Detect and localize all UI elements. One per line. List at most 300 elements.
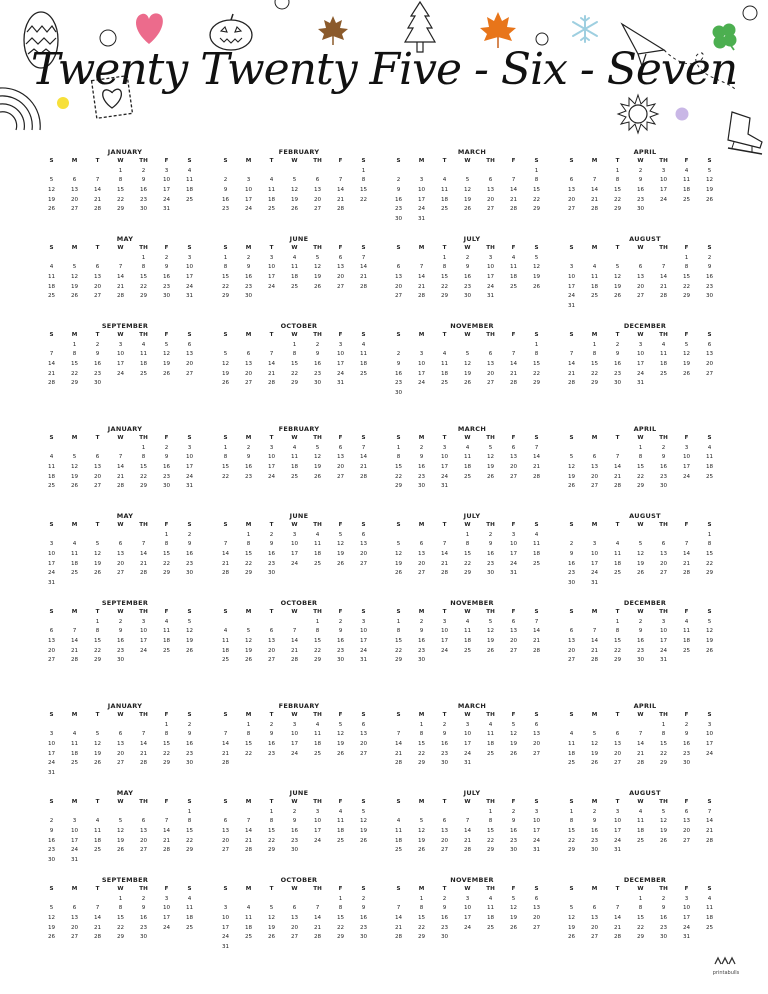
day-cell: 2: [419, 444, 424, 451]
month-name: MAY: [116, 789, 134, 797]
day-cell: 14: [116, 274, 125, 281]
weekday-header: S: [534, 332, 539, 338]
day-cell: 29: [116, 206, 125, 213]
month-name: SEPTEMBER: [101, 599, 149, 607]
weekday-header: TH: [313, 609, 322, 615]
weekday-header: TH: [486, 522, 495, 528]
weekday-header: T: [95, 245, 100, 251]
day-cell: 2: [396, 351, 401, 358]
day-cell: 28: [139, 570, 148, 577]
day-cell: 23: [290, 837, 299, 844]
day-cell: [629, 254, 652, 264]
month-grid: [40, 331, 210, 389]
day-cell: 5: [95, 731, 100, 738]
day-cell: 1: [419, 721, 424, 728]
day-cell: 19: [590, 750, 599, 757]
weekday-header: F: [684, 799, 689, 805]
day-cell: 17: [313, 828, 322, 835]
weekday-header: M: [418, 435, 425, 441]
day-cell: [387, 808, 410, 818]
day-cell: 23: [336, 647, 345, 654]
weekday-header: S: [187, 799, 192, 805]
day-cell: 16: [116, 638, 125, 645]
month-grid: [560, 331, 730, 389]
weekday-header: TH: [659, 712, 668, 718]
day-cell: [132, 769, 155, 779]
day-cell: [86, 531, 109, 541]
day-cell: 29: [532, 380, 541, 387]
day-cell: 26: [682, 370, 691, 377]
month-name: DECEMBER: [623, 876, 667, 884]
day-cell: 16: [139, 915, 148, 922]
month-calendar: [40, 425, 210, 492]
day-cell: 12: [313, 264, 322, 271]
day-cell: [237, 895, 260, 905]
weekday-header: T: [95, 609, 100, 615]
day-cell: [329, 292, 352, 302]
day-cell: 3: [315, 808, 320, 815]
day-cell: 17: [185, 464, 194, 471]
day-cell: 12: [267, 915, 276, 922]
weekday-header: F: [164, 158, 169, 164]
day-cell: 25: [221, 657, 230, 664]
day-cell: 30: [636, 657, 645, 664]
day-cell: 19: [682, 361, 691, 368]
day-cell: [132, 379, 155, 389]
day-cell: 6: [361, 721, 366, 728]
weekday-header: S: [223, 332, 228, 338]
month-name: JANUARY: [107, 425, 143, 433]
day-cell: 13: [359, 541, 368, 548]
day-cell: 13: [532, 731, 541, 738]
day-cell: 26: [47, 934, 56, 941]
day-cell: 24: [70, 847, 79, 854]
day-cell: 11: [659, 351, 668, 358]
day-cell: 25: [162, 647, 171, 654]
day-cell: 17: [682, 915, 691, 922]
weekday-header: M: [418, 158, 425, 164]
day-cell: [410, 167, 433, 177]
weekday-header: W: [117, 435, 124, 441]
day-cell: 21: [532, 638, 541, 645]
weekday-header: T: [615, 712, 620, 718]
day-cell: 1: [223, 444, 228, 451]
weekday-header: T: [95, 435, 100, 441]
day-cell: 30: [139, 206, 148, 213]
day-cell: 7: [707, 808, 712, 815]
day-cell: 23: [440, 750, 449, 757]
day-cell: 21: [93, 196, 102, 203]
day-cell: 17: [290, 741, 299, 748]
day-cell: 22: [590, 370, 599, 377]
day-cell: 15: [417, 915, 426, 922]
day-cell: [86, 444, 109, 454]
day-cell: 8: [592, 351, 597, 358]
day-cell: 25: [509, 283, 518, 290]
day-cell: [698, 579, 721, 589]
day-cell: 9: [223, 187, 228, 194]
month-grid: [214, 798, 384, 856]
day-cell: 23: [139, 196, 148, 203]
day-cell: 21: [394, 924, 403, 931]
day-cell: 26: [70, 483, 79, 490]
day-cell: 28: [567, 380, 576, 387]
month-grid: [40, 798, 210, 866]
weekday-header: M: [245, 435, 252, 441]
day-cell: 26: [532, 283, 541, 290]
day-cell: [352, 846, 375, 856]
weekday-header: T: [615, 522, 620, 528]
day-cell: [698, 482, 721, 492]
day-cell: [583, 618, 606, 628]
day-cell: 15: [636, 464, 645, 471]
weekday-header: T: [269, 332, 274, 338]
weekday-header: W: [291, 158, 298, 164]
day-cell: 17: [705, 741, 714, 748]
day-cell: 4: [72, 731, 77, 738]
weekday-header: T: [442, 435, 447, 441]
month-name: NOVEMBER: [450, 876, 494, 884]
weekday-header: W: [291, 712, 298, 718]
month-grid: [40, 608, 210, 666]
month-name: APRIL: [633, 148, 657, 156]
day-cell: [606, 895, 629, 905]
day-cell: 13: [336, 264, 345, 271]
day-cell: 27: [336, 283, 345, 290]
day-cell: [63, 579, 86, 589]
month-name: JULY: [463, 512, 481, 520]
day-cell: 26: [417, 847, 426, 854]
day-cell: 24: [486, 283, 495, 290]
day-cell: 4: [707, 895, 712, 902]
day-cell: 2: [118, 618, 123, 625]
day-cell: 14: [70, 638, 79, 645]
day-cell: 29: [313, 657, 322, 664]
month-grid: [214, 244, 384, 302]
weekday-header: S: [187, 158, 192, 164]
day-cell: 8: [661, 731, 666, 738]
month-calendar: [214, 322, 384, 389]
day-cell: 9: [269, 731, 274, 738]
day-cell: 15: [162, 551, 171, 558]
day-cell: [283, 569, 306, 579]
weekday-header: S: [49, 435, 54, 441]
day-cell: 14: [116, 464, 125, 471]
weekday-header: M: [71, 712, 78, 718]
day-cell: 12: [659, 818, 668, 825]
day-cell: 6: [361, 531, 366, 538]
day-cell: [698, 933, 721, 943]
day-cell: 7: [164, 818, 169, 825]
day-cell: 27: [116, 760, 125, 767]
month-name: NOVEMBER: [450, 322, 494, 330]
day-cell: 18: [313, 551, 322, 558]
day-cell: 7: [442, 541, 447, 548]
weekday-header: M: [71, 799, 78, 805]
weekday-header: S: [49, 609, 54, 615]
day-cell: 5: [49, 905, 54, 912]
month-name: MARCH: [457, 148, 487, 156]
day-cell: 18: [162, 638, 171, 645]
day-cell: [606, 531, 629, 541]
day-cell: 27: [705, 370, 714, 377]
day-cell: 10: [440, 628, 449, 635]
day-cell: [410, 389, 433, 399]
day-cell: 16: [267, 551, 276, 558]
day-cell: [40, 341, 63, 351]
day-cell: 14: [139, 551, 148, 558]
day-cell: 8: [338, 905, 343, 912]
day-cell: 16: [185, 551, 194, 558]
month-grid: [387, 244, 557, 302]
weekday-header: TH: [139, 609, 148, 615]
day-cell: 19: [47, 196, 56, 203]
day-cell: 3: [661, 167, 666, 174]
day-cell: 8: [488, 818, 493, 825]
day-cell: 4: [95, 818, 100, 825]
weekday-header: S: [187, 245, 192, 251]
day-cell: 10: [47, 741, 56, 748]
day-cell: [63, 721, 86, 731]
day-cell: 21: [613, 924, 622, 931]
day-cell: [306, 759, 329, 769]
day-cell: [40, 444, 63, 454]
day-cell: 3: [511, 531, 516, 538]
circle-decoration: [741, 4, 759, 22]
day-cell: 20: [116, 750, 125, 757]
day-cell: 16: [440, 741, 449, 748]
day-cell: 6: [488, 351, 493, 358]
day-cell: 1: [187, 808, 192, 815]
weekday-header: W: [637, 245, 644, 251]
day-cell: 8: [141, 264, 146, 271]
day-cell: 15: [139, 464, 148, 471]
day-cell: 4: [442, 351, 447, 358]
day-cell: 22: [267, 837, 276, 844]
day-cell: 27: [440, 847, 449, 854]
day-cell: 1: [442, 254, 447, 261]
weekday-header: S: [707, 522, 712, 528]
weekday-header: W: [637, 522, 644, 528]
day-cell: 2: [246, 254, 251, 261]
day-cell: 7: [223, 731, 228, 738]
month-calendar: [214, 599, 384, 666]
day-cell: [63, 444, 86, 454]
day-cell: 5: [511, 895, 516, 902]
day-cell: 15: [659, 741, 668, 748]
day-cell: 18: [139, 361, 148, 368]
day-cell: [63, 531, 86, 541]
day-cell: 5: [534, 254, 539, 261]
day-cell: [155, 379, 178, 389]
day-cell: 28: [290, 657, 299, 664]
day-cell: 19: [659, 828, 668, 835]
day-cell: 21: [659, 283, 668, 290]
day-cell: 22: [532, 370, 541, 377]
day-cell: 20: [359, 741, 368, 748]
day-cell: 7: [361, 444, 366, 451]
weekday-header: M: [591, 158, 598, 164]
day-cell: 20: [417, 560, 426, 567]
day-cell: 26: [290, 206, 299, 213]
day-cell: 20: [486, 196, 495, 203]
day-cell: 12: [486, 628, 495, 635]
day-cell: 31: [162, 206, 171, 213]
day-cell: [283, 943, 306, 953]
weekday-header: T: [615, 435, 620, 441]
day-cell: 27: [532, 924, 541, 931]
day-cell: 20: [336, 464, 345, 471]
day-cell: 23: [244, 283, 253, 290]
day-cell: 11: [290, 264, 299, 271]
day-cell: 9: [442, 731, 447, 738]
day-cell: 23: [613, 370, 622, 377]
weekday-header: W: [291, 332, 298, 338]
month-calendar: [560, 235, 730, 312]
day-cell: [629, 846, 652, 856]
day-cell: 3: [141, 618, 146, 625]
day-cell: 10: [417, 187, 426, 194]
day-cell: 10: [463, 731, 472, 738]
day-cell: 9: [141, 905, 146, 912]
day-cell: 5: [315, 254, 320, 261]
day-cell: 26: [313, 283, 322, 290]
day-cell: 15: [116, 915, 125, 922]
day-cell: [86, 167, 109, 177]
day-cell: 22: [162, 750, 171, 757]
day-cell: 4: [187, 167, 192, 174]
day-cell: 23: [509, 837, 518, 844]
day-cell: [260, 895, 283, 905]
month-name: JULY: [463, 235, 481, 243]
day-cell: 22: [705, 560, 714, 567]
weekday-header: W: [637, 158, 644, 164]
weekday-header: TH: [659, 435, 668, 441]
day-cell: 13: [290, 915, 299, 922]
day-cell: 26: [47, 206, 56, 213]
day-cell: 29: [221, 293, 230, 300]
weekday-header: M: [591, 712, 598, 718]
day-cell: 3: [442, 618, 447, 625]
day-cell: 2: [223, 177, 228, 184]
day-cell: 1: [164, 531, 169, 538]
month-grid: [560, 157, 730, 215]
weekday-header: S: [361, 712, 366, 718]
day-cell: 7: [49, 351, 54, 358]
weekday-header: F: [164, 245, 169, 251]
day-cell: 17: [659, 187, 668, 194]
day-cell: 8: [223, 264, 228, 271]
day-cell: [583, 302, 606, 312]
day-cell: 1: [661, 721, 666, 728]
day-cell: 12: [116, 828, 125, 835]
day-cell: [652, 302, 675, 312]
day-cell: 4: [338, 808, 343, 815]
day-cell: 12: [359, 818, 368, 825]
month-name: APRIL: [633, 702, 657, 710]
weekday-header: W: [117, 886, 124, 892]
day-cell: 3: [49, 731, 54, 738]
day-cell: 24: [139, 647, 148, 654]
day-cell: 7: [95, 177, 100, 184]
day-cell: 21: [417, 283, 426, 290]
day-cell: [479, 759, 502, 769]
day-cell: 21: [313, 924, 322, 931]
day-cell: 11: [336, 818, 345, 825]
day-cell: 18: [590, 283, 599, 290]
maple-leaf-icon: [316, 14, 350, 46]
month-grid: [40, 885, 210, 943]
day-cell: 12: [463, 187, 472, 194]
day-cell: 22: [139, 283, 148, 290]
day-cell: 21: [359, 464, 368, 471]
day-cell: 5: [569, 454, 574, 461]
day-cell: [410, 808, 433, 818]
day-cell: [387, 721, 410, 731]
weekday-header: TH: [486, 799, 495, 805]
day-cell: [456, 482, 479, 492]
month-name: JUNE: [289, 789, 309, 797]
day-cell: [433, 167, 456, 177]
day-cell: 10: [185, 454, 194, 461]
day-cell: 9: [488, 541, 493, 548]
day-cell: 30: [486, 570, 495, 577]
day-cell: [40, 721, 63, 731]
weekday-header: T: [442, 522, 447, 528]
day-cell: 16: [359, 915, 368, 922]
day-cell: 19: [313, 464, 322, 471]
weekday-header: M: [245, 158, 252, 164]
day-cell: 6: [338, 444, 343, 451]
day-cell: 12: [532, 264, 541, 271]
day-cell: 13: [636, 274, 645, 281]
weekday-header: T: [615, 609, 620, 615]
day-cell: 13: [336, 454, 345, 461]
day-cell: [525, 933, 548, 943]
day-cell: 21: [336, 196, 345, 203]
day-cell: 5: [661, 808, 666, 815]
day-cell: [502, 215, 525, 225]
day-cell: 4: [72, 541, 77, 548]
day-cell: 29: [244, 570, 253, 577]
day-cell: 29: [336, 934, 345, 941]
day-cell: 19: [244, 647, 253, 654]
day-cell: 25: [532, 560, 541, 567]
day-cell: 26: [162, 370, 171, 377]
day-cell: [237, 808, 260, 818]
day-cell: 11: [463, 628, 472, 635]
day-cell: 17: [417, 370, 426, 377]
day-cell: [214, 808, 237, 818]
day-cell: 3: [292, 531, 297, 538]
day-cell: 11: [463, 454, 472, 461]
day-cell: 27: [486, 206, 495, 213]
day-cell: 28: [244, 847, 253, 854]
day-cell: 8: [141, 454, 146, 461]
day-cell: 13: [532, 905, 541, 912]
day-cell: 6: [707, 341, 712, 348]
header-decorations: [0, 0, 768, 140]
day-cell: [109, 856, 132, 866]
day-cell: 17: [116, 361, 125, 368]
day-cell: 2: [338, 618, 343, 625]
day-cell: 8: [465, 541, 470, 548]
day-cell: 5: [338, 721, 343, 728]
day-cell: 9: [569, 551, 574, 558]
day-cell: 19: [486, 638, 495, 645]
day-cell: 22: [613, 196, 622, 203]
day-cell: 26: [590, 760, 599, 767]
